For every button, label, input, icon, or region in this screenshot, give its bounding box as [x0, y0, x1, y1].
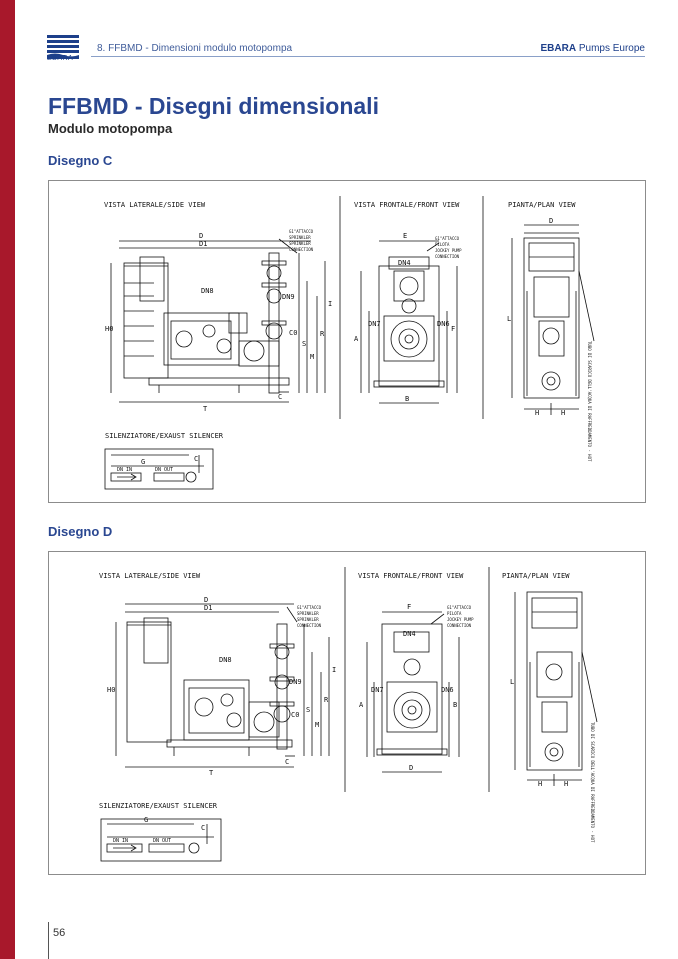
jockey-note-4: CONNECTION	[447, 623, 472, 628]
dim-dn6: DN6	[441, 686, 454, 694]
jockey-note-4: CONNECTION	[435, 254, 460, 259]
plan-dim-h1: H	[538, 780, 543, 788]
dim-r: R	[320, 330, 325, 338]
dim-dn9: DN9	[289, 678, 302, 686]
silencer-dim-c: C	[194, 455, 199, 463]
silencer-dim-g: G	[141, 458, 146, 466]
dim-dn4: DN4	[398, 259, 411, 267]
drawing-d-panel	[48, 551, 646, 875]
dim-s: S	[302, 340, 307, 348]
dim-h0: H0	[105, 325, 114, 333]
dim-a: A	[354, 335, 359, 343]
dim-t: T	[203, 405, 208, 413]
front-view-label: VISTA FRONTALE/FRONT VIEW	[354, 201, 460, 209]
sprinkler-note-4: CONNECTION	[297, 623, 322, 628]
sprinkler-note-4: CONNECTION	[289, 247, 314, 252]
dim-dn7: DN7	[371, 686, 384, 694]
sprinkler-note-1: G1"ATTACCO	[289, 229, 314, 234]
dim-b: B	[405, 395, 410, 403]
dim-r: R	[324, 696, 329, 704]
silencer-label: SILENZIATORE/EXAUST SILENCER	[99, 802, 218, 810]
dim-t: T	[209, 769, 214, 777]
plan-dim-h1: H	[535, 409, 540, 417]
dim-f: F	[451, 325, 456, 333]
drawing-c-labels	[104, 201, 592, 473]
dim-i: I	[332, 666, 337, 674]
dim-f: F	[407, 603, 412, 611]
silencer-dn-out: DN OUT	[155, 467, 174, 473]
jockey-note-1: G1"ATTACCO	[435, 236, 460, 241]
dim-d: D	[199, 232, 204, 240]
sprinkler-note-2: SPRINKLER	[297, 611, 319, 616]
brand-label: EBARA Pumps Europe	[540, 43, 645, 54]
plan-view-label: PIANTA/PLAN VIEW	[502, 572, 570, 580]
dim-h0: H0	[107, 686, 116, 694]
drawing-c-panel	[48, 180, 646, 503]
silencer-dn-in: DN IN	[113, 838, 129, 844]
dim-c0: C0	[289, 329, 298, 337]
logo-text: EBARA	[47, 55, 74, 62]
dim-dn4: DN4	[403, 630, 416, 638]
jockey-note-1: G1"ATTACCO	[447, 605, 472, 610]
dim-m: M	[315, 721, 320, 729]
dim-d1: D1	[204, 604, 213, 612]
plan-dim-d: D	[549, 217, 554, 225]
dim-dn9: DN9	[282, 293, 295, 301]
dim-dn8: DN8	[201, 287, 214, 295]
silencer-dn-in: DN IN	[117, 467, 133, 473]
silencer-dim-c: C	[201, 824, 206, 832]
dim-e: E	[403, 232, 408, 240]
dim-dn8: DN8	[219, 656, 232, 664]
side-view-label: VISTA LATERALE/SIDE VIEW	[104, 201, 206, 209]
drawing-c-heading: Disegno C	[48, 153, 113, 168]
page-number: 56	[53, 927, 66, 939]
side-view-label: VISTA LATERALE/SIDE VIEW	[99, 572, 201, 580]
page-number-rule	[48, 922, 49, 959]
jockey-note-3: JOCKEY PUMP	[447, 617, 474, 622]
red-margin-bar	[0, 0, 15, 959]
plan-dim-l: L	[507, 315, 512, 323]
sprinkler-note-3: SPRINKLER	[297, 617, 319, 622]
header-rule	[91, 56, 645, 57]
drawing-d-svg	[49, 552, 645, 874]
dim-b: B	[453, 701, 458, 709]
plan-side-note: TUBO DI SCARICO DELL'ACQUA DI RAFFREDDAMENTO - HOT	[590, 722, 595, 843]
dim-c: C	[285, 758, 290, 766]
dim-dn6: DN6	[437, 320, 450, 328]
jockey-note-2: PILOTA	[447, 611, 462, 616]
front-view-label: VISTA FRONTALE/FRONT VIEW	[358, 572, 464, 580]
jockey-note-3: JOCKEY PUMP	[435, 248, 462, 253]
dim-d1: D1	[199, 240, 208, 248]
plan-side-note: TUBO DI SCARICO DELL'ACQUA DI RAFFREDDAMENTO - HOT	[587, 341, 592, 462]
drawing-d-heading: Disegno D	[48, 524, 113, 539]
dim-d: D	[204, 596, 209, 604]
sprinkler-note-1: G1"ATTACCO	[297, 605, 322, 610]
dim-i: I	[328, 300, 333, 308]
dim-d-front: D	[409, 764, 414, 772]
silencer-label: SILENZIATORE/EXAUST SILENCER	[105, 432, 224, 440]
jockey-note-2: PILOTA	[435, 242, 450, 247]
dim-dn7: DN7	[368, 320, 381, 328]
silencer-dn-out: DN OUT	[153, 838, 172, 844]
dim-m: M	[310, 353, 315, 361]
plan-view-label: PIANTA/PLAN VIEW	[508, 201, 576, 209]
page-title: FFBMD - Disegni dimensionali	[48, 93, 379, 119]
dim-a: A	[359, 701, 364, 709]
dim-c0: C0	[291, 711, 300, 719]
drawing-d-labels	[99, 572, 595, 844]
plan-dim-l: L	[510, 678, 515, 686]
plan-dim-h2: H	[564, 780, 569, 788]
dim-c: C	[278, 393, 283, 401]
page-subtitle: Modulo motopompa	[48, 121, 173, 136]
sprinkler-note-3: SPRINKLER	[289, 241, 311, 246]
drawing-c-svg	[49, 181, 645, 502]
sprinkler-note-2: SPRINKLER	[289, 235, 311, 240]
plan-dim-h2: H	[561, 409, 566, 417]
silencer-dim-g: G	[144, 816, 149, 824]
section-label: 8. FFBMD - Dimensioni modulo motopompa	[97, 43, 293, 54]
dim-s: S	[306, 706, 311, 714]
